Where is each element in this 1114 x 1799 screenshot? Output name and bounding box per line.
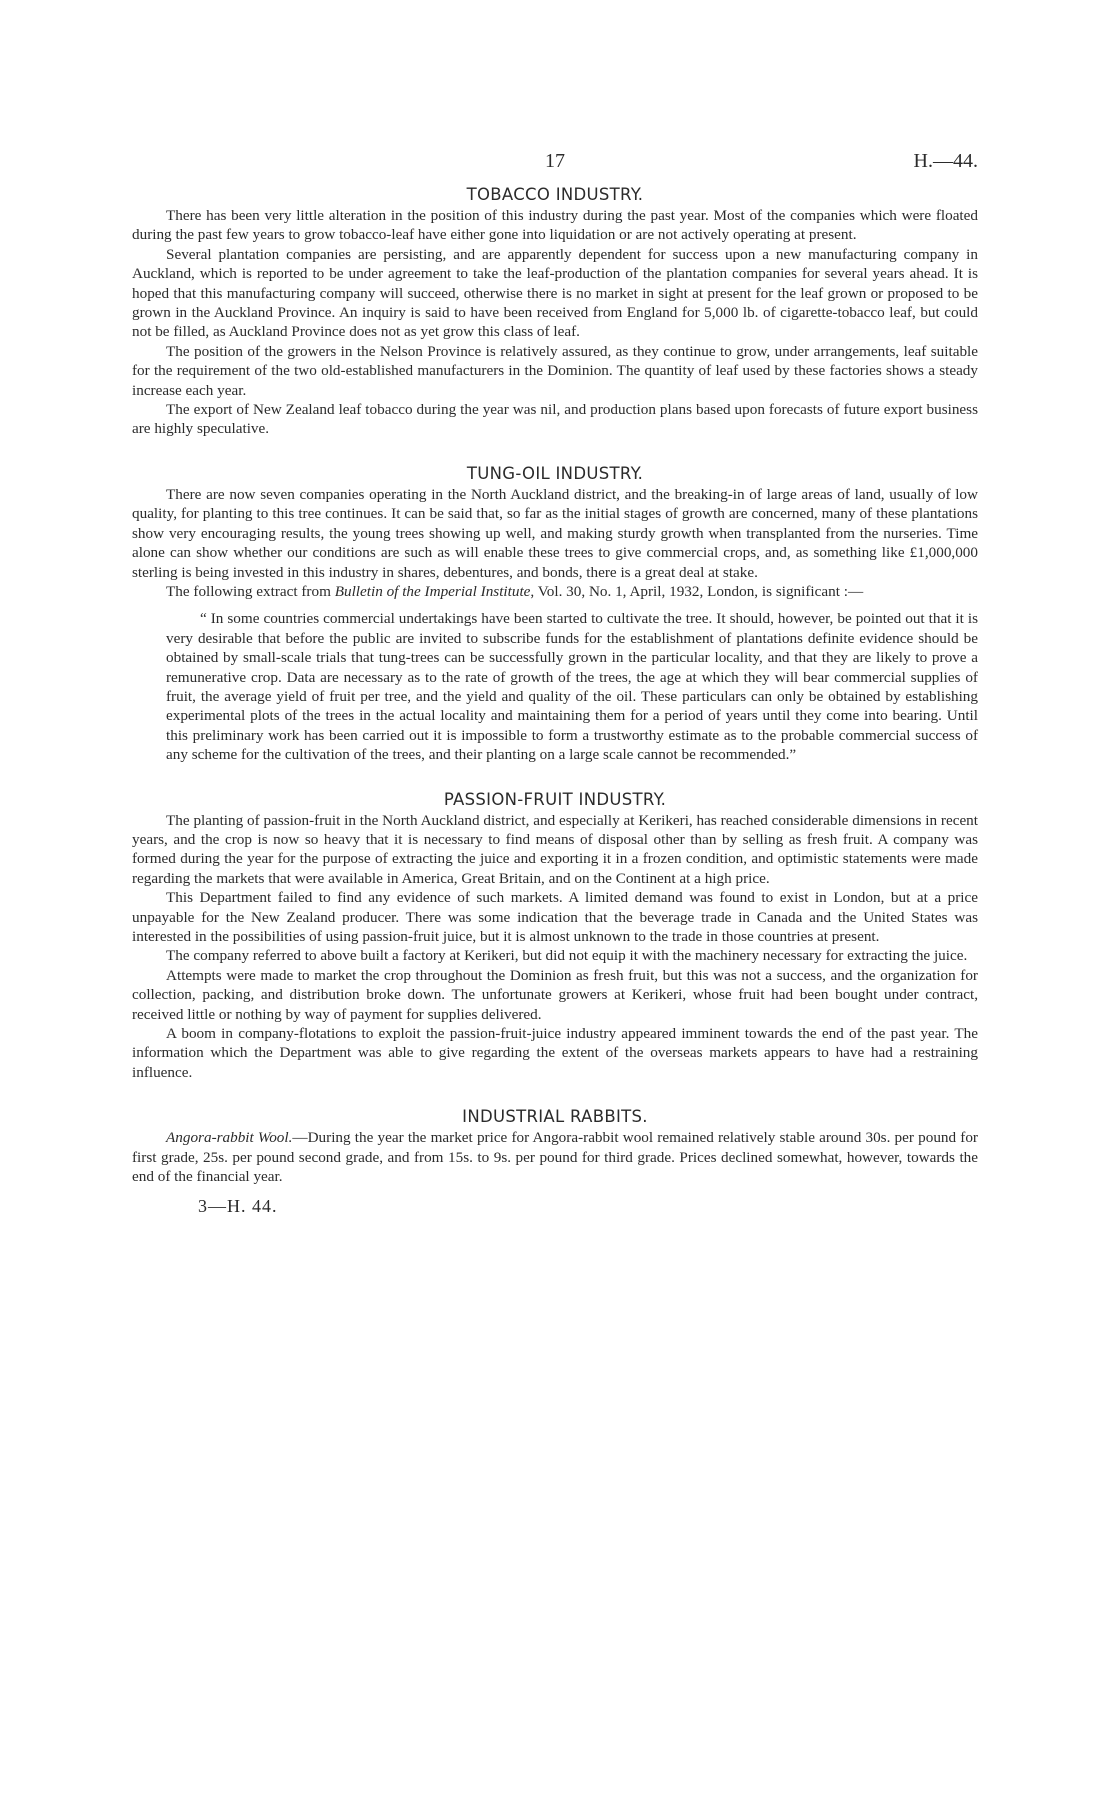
extract-source-title: Bulletin of the Imperial Institute	[334, 582, 531, 600]
paragraph: This Department failed to find any evidence of such markets. A limited demand was found to exist in London, but at a price unpayable for the New Zealand producer. There was some indication that the beverage trade in Canada and the United States was interested in the possibilities of using passion-fruit juice, but it is almost unknown to the trade in those countries at present.	[132, 889, 978, 945]
paragraph: Several plantation companies are persisting, and are apparently dependent for success upon a new manufacturing company in Auckland, which is reported to be under agreement to take the leaf-production of the plantation companies for several years ahead. It is hoped that this manufacturing company will succeed, otherwise there is no market in sight at present for the leaf grown or proposed to be grown in the Auckland Province. An inquiry is said to have been received from England for 5,000 lb. of cigarette-tobacco leaf, but could not be filled, as Auckland Province does not as yet grow this class of leaf.	[132, 245, 978, 341]
section-title: INDUSTRIAL RABBITS.	[462, 1107, 648, 1127]
paragraph: There are now seven companies operating in the North Auckland district, and the breaking-in of large areas of land, usually of low quality, for planting to this tree continues. It can be said that, so far as the initial stages of growth are concerned, many of these plantations show very encouraging results, the young trees showing up well, and making sturdy growth when transplanted from the nurseries. Time alone can show whether our conditions are such as will enable these trees to give commercial crops, and, as something like £1,000,000 sterling is being invested in this industry in shares, debentures, and bonds, there is a great deal at stake.	[132, 485, 978, 581]
extract-intro-after: , Vol. 30, No. 1, April, 1932, London, is significant :—	[530, 582, 864, 600]
section-tobacco-industry	[132, 184, 978, 439]
section-industrial-rabbits	[132, 1106, 978, 1186]
extract-intro-before: The following extract from	[166, 582, 335, 600]
extract-intro-paragraph	[132, 582, 978, 601]
page-header	[132, 150, 978, 184]
signature-mark: 3—H. 44.	[198, 1196, 278, 1217]
paragraph: There has been very little alteration in the position of this industry during the past year. Most of the companies which were floated during the past few years to grow tobacco-leaf have either gone into liquidation or are not actively operating at present.	[132, 207, 978, 244]
section-tung-oil-industry	[132, 463, 978, 765]
section-title: PASSION-FRUIT INDUSTRY.	[443, 789, 667, 809]
page-number: 17	[545, 150, 565, 172]
paragraph: The company referred to above built a factory at Kerikeri, but did not equip it with the machinery necessary for extracting the juice.	[166, 947, 968, 965]
subsection-lead-in: Angora-rabbit Wool.	[166, 1129, 293, 1147]
document-reference: H.—44.	[913, 150, 978, 172]
paragraph: The export of New Zealand leaf tobacco during the year was nil, and production plans based upon forecasts of future export business are highly speculative.	[132, 401, 978, 438]
section-title: TUNG-OIL INDUSTRY.	[466, 463, 644, 483]
paragraph: The position of the growers in the Nelson Province is relatively assured, as they continue to grow, under arrangements, leaf suitable for the requirement of the two old-established manufacturers in the Dominion. The quantity of leaf used by these factories shows a steady increase each year.	[132, 342, 978, 399]
section-passion-fruit-industry	[132, 789, 978, 1083]
paragraph: A boom in company-flotations to exploit the passion-fruit-juice industry appeared imminent towards the end of the past year. The information which the Department was able to give regarding the extent of the overseas markets appears to have had a restraining influence.	[132, 1025, 978, 1081]
document-page	[132, 150, 978, 1217]
block-quote: “ In some countries commercial undertakings have been started to cultivate the tree. It should, however, be pointed out that it is very desirable that before the public are invited to subscribe funds for the establishment of plantations definite evidence should be obtained by small-scale trials that tung-trees can be successfully grown in the particular locality, and that they are likely to prove a remunerative crop. Data are necessary as to the rate of growth of the trees, the age at which they will bear commercial supplies of fruit, the average yield of fruit per tree, and the yield and quality of the oil. These particulars can only be obtained by establishing experimental plots of the trees in the actual locality and maintaining them for a period of years until they come into bearing. Until this preliminary work has been carried out it is impossible to form a trustworthy estimate as to the probable commercial success of any scheme for the cultivation of the trees, and their planting on a large scale cannot be recommended.”	[166, 610, 978, 764]
paragraph	[132, 1128, 978, 1186]
paragraph: The planting of passion-fruit in the North Auckland district, and especially at Kerikeri, has reached considerable dimensions in recent years, and the crop is now so heavy that it is necessary to find means of disposal other than by selling as fresh fruit. A company was formed during the year for the purpose of extracting the juice and exporting it in a frozen condition, and optimistic statements were made regarding the markets that were available in America, Great Britain, and on the Continent at a high price.	[132, 811, 978, 887]
paragraph-text: —During the year the market price for Angora-rabbit wool remained relatively stable around 30s. per pound for first grade, 25s. per pound second grade, and from 15s. to 9s. per pound for third grade. Prices declined somewhat, however, towards the end of the financial year.	[132, 1129, 978, 1186]
paragraph: Attempts were made to market the crop throughout the Dominion as fresh fruit, but this was not a success, and the organization for collection, packing, and distribution broke down. The unfortunate growers at Kerikeri, whose fruit had been bought under contract, received little or nothing by way of payment for supplies delivered.	[132, 966, 978, 1023]
section-title: TOBACCO INDUSTRY.	[466, 185, 644, 204]
